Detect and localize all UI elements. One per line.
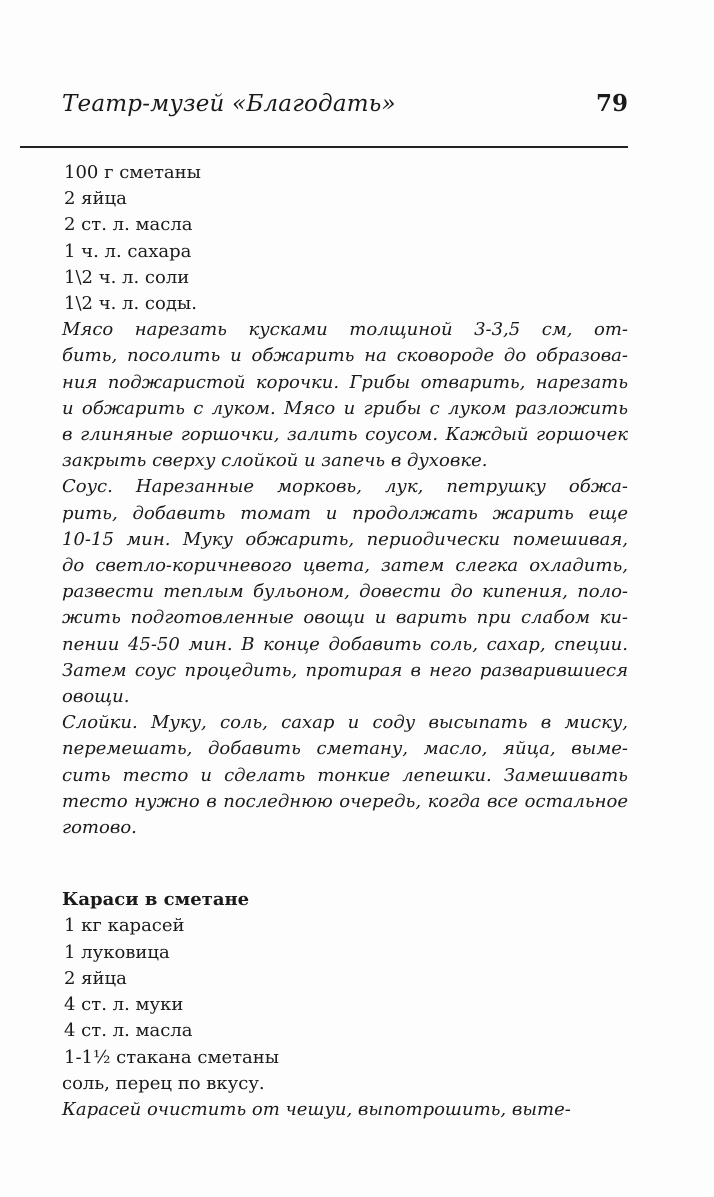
text-line: Карасей очистить от чешуи, выпотрошить, выте- (62, 1098, 571, 1120)
text-line: Мясо нарезать кусками толщиной 3-3,5 см, от- (62, 319, 628, 341)
ingredient-line: 1 луковица (64, 941, 170, 963)
ingredient-line: 1\2 ч. л. соли (64, 266, 190, 288)
text-line: ния поджаристой корочки. Грибы отварить, нарезать (62, 371, 628, 393)
ingredient-line: 100 г сметаны (64, 162, 201, 183)
ingredient-line: 1 ч. л. сахара (64, 240, 192, 262)
recipe-title: Караси в сметане (62, 889, 250, 911)
text-line: в глиняные горшочки, залить соусом. Каждый горшочек (62, 424, 628, 446)
paragraph-sauce (62, 474, 628, 710)
text-line: перемешать, добавить сметану, масло, яйца, выме- (62, 738, 628, 760)
ingredient-line: 4 ст. л. муки (64, 994, 184, 1016)
ingredient-line: 4 ст. л. масла (64, 1020, 193, 1042)
text-line: бить, посолить и обжарить на сковороде до образова- (62, 345, 628, 367)
text-line: до светло-коричневого цвета, затем слегка охладить, (62, 555, 628, 577)
text-line: развести теплым бульоном, довести до кипения, поло- (62, 581, 628, 603)
text-line: Затем соус процедить, протирая в него разварившиеся (62, 659, 628, 681)
page-number: 79 (595, 90, 628, 117)
text-line: сить тесто и сделать тонкие лепешки. Замешивать (62, 764, 628, 786)
page-header (62, 86, 628, 122)
text-line: Слойки. Муку, соль, сахар и соду высыпать в миску, (62, 712, 628, 734)
text-line: Соус. Нарезанные морковь, лук, петрушку обжа- (62, 476, 628, 498)
ingredient-line: 1 кг карасей (64, 915, 185, 937)
ingredient-line: 2 ст. л. масла (64, 214, 193, 236)
text-line: овощи. (62, 686, 130, 708)
text-line: жить подготовленные овощи и варить при слабом ки- (62, 607, 628, 629)
text-line: и обжарить с луком. Мясо и грибы с луком разложить (62, 397, 628, 419)
text-line: готово. (62, 817, 137, 839)
ingredient-line: 1\2 ч. л. соды. (64, 293, 197, 315)
running-title: Театр-музей «Благодать» (62, 91, 396, 117)
section-gap (62, 841, 628, 887)
ingredient-line: 1-1½ стакана сметаны (64, 1046, 280, 1068)
header-rule (20, 146, 628, 148)
text-line: тесто нужно в последнюю очередь, когда все остальное (62, 790, 628, 812)
text-line: 10-15 мин. Муку обжарить, периодически помешивая, (62, 528, 628, 550)
paragraph-puff-pastry (62, 710, 628, 841)
page-body (62, 160, 628, 1123)
ingredient-line: соль, перец по вкусу. (62, 1072, 265, 1094)
ingredient-list (62, 160, 628, 317)
paragraph-meat (62, 317, 628, 474)
text-line: рить, добавить томат и продолжать жарить еще (62, 502, 628, 524)
ingredient-list (62, 913, 628, 1096)
text-line: пении 45-50 мин. В конце добавить соль, сахар, специи. (62, 633, 628, 655)
ingredient-line: 2 яйца (64, 967, 127, 989)
text-line: закрыть сверху слойкой и запечь в духовке. (62, 450, 488, 472)
ingredient-line: 2 яйца (64, 188, 127, 210)
